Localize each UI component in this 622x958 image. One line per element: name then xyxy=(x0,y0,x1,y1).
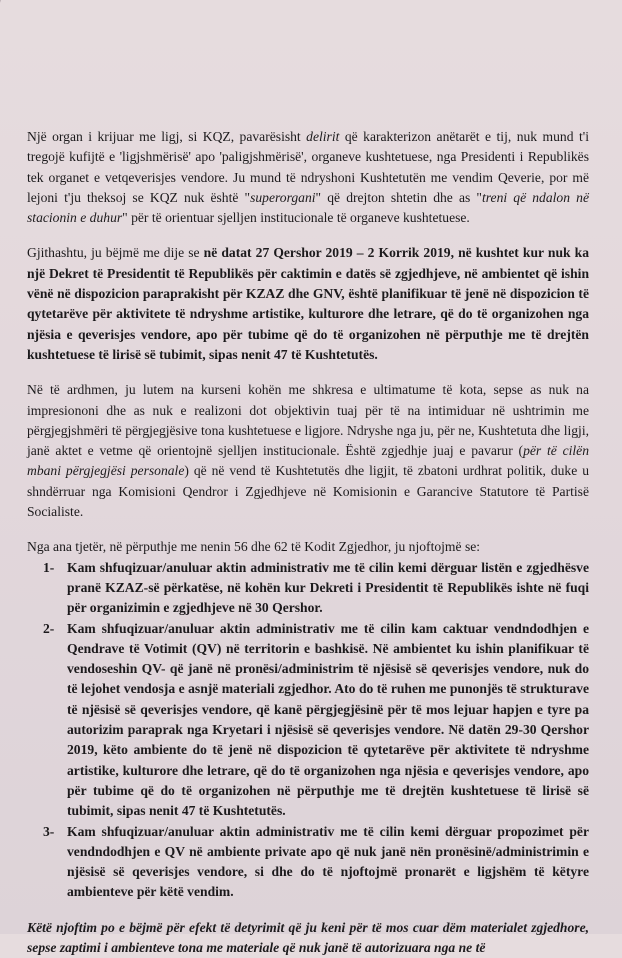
paragraph-future xyxy=(27,380,589,522)
paragraph-notice-intro: Nga ana tjetër, në përputhje me nenin 56 dhe 62 të Kodit Zgjedhor, ju njoftojmë se: xyxy=(27,539,481,555)
list-text: Kam shfuqizuar/anuluar aktin administrativ me të cilin kam caktuar vendndodhjen e Qendrave të Votimit (QV) në territorin e bashkisë. Në ambientet ku ishin planifikuar të vendoseshin QV- që janë në pronësi/administrim të njësisë së qeverisjes vendore, nuk do të lejohet vendosja e asnjë materiali zgjedhor. Ato do të ruhen me punonjës të strukturave të njësisë së qeverisjes vendore, që kanë përgjegjësinë për të mos lejuar hapjen e tyre pa autorizim paraprak nga Kryetari i njësisë së qeverisjes vendore. Në datën 29-30 Qershor 2019, këto ambiente do të jenë në dispozicion të qytetarëve për aktivitete të ndryshme artistike, kulturore dhe letrare, që do të organizohen nga njësia e qeverisjes vendore, apo për tubime që do të organizohen në përputhje me të drejtën kushtetuese të lirisë së tubimit, sipas nenit 47 të Kushtetutës. xyxy=(67,620,589,819)
paragraph-kqz xyxy=(27,127,589,228)
list-number: 3- xyxy=(43,823,55,839)
paragraph-closing: Këtë njoftim po e bëjmë për efekt të detyrimit që ju keni për të mos cuar dëm materialet zgjedhore, sepse zaptimi i ambienteve tona me materiale që nuk janë të autorizuara nga ne të xyxy=(27,919,589,955)
italic-run: delirit xyxy=(306,129,340,144)
list-text: Kam shfuqizuar/anuluar aktin administrativ me të cilin kemi dërguar propozimet për vendndodhjen e QV në ambiente private apo që nuk janë nën pronësinë/administrimin e njësisë së qeverisjes vendore, si dhe do të njoftojmë pronarët e ligjshëm të këtyre ambienteve për këtë vendim. xyxy=(67,823,589,900)
italic-run: për të cilën mbani përgjegjësi personale xyxy=(27,443,589,479)
italic-run: superorgani xyxy=(250,189,316,205)
text-run: " për të orientuar sjelljen institucionale të organeve kushtetuese. xyxy=(122,210,470,226)
text-run: që karakterizon anëtarët e tij, nuk mund t'i tregojë kufijtë e 'ligjshmërisë' apo 'paligjshmërisë', organeve kushtetuese, nga Presidenti i Republikës tek organet e vetqeverisjes vendore. Ju mund të ndryshoni Kushtetutën me vendim Qeverie, por më lejoni t'ju theksoj se KQZ nuk është " xyxy=(27,129,589,205)
text-run: " që drejton shtetin dhe as " xyxy=(315,189,482,205)
numbered-list xyxy=(27,558,589,903)
paragraph-dates xyxy=(27,243,589,365)
list-item xyxy=(27,619,589,822)
bold-run: në datat 27 Qershor 2019 – 2 Korrik 2019, në kushtet kur nuk ka një Dekret të Presidentit të Republikës për caktimin e datës së zgjedhjeve, në ambientet që ishin vënë në dispozicion paraprakisht për KZAZ dhe GNV, është planifikuar të jenë në dispozicion të qytetarëve për aktivitete të ndryshme artistike, kulturore dhe letrare, që do të organizohen nga njësia e qeverisjes vendore, apo për tubime që do të organizohen në përputhje me të drejtën kushtetuese të lirisë së tubimit, sipas nenit 47 të Kushtetutës. xyxy=(27,245,590,362)
text-run: Një organ i krijuar me ligj, si KQZ, pavarësisht xyxy=(27,129,307,144)
list-item xyxy=(27,822,589,903)
text-run: Gjithashtu, ju bëjmë me dije se xyxy=(27,245,204,261)
text-run: Në të ardhmen, ju lutem na kurseni kohën me shkresa e ultimatume të kota, sepse as nuk na impresiononi dhe as nuk e realizoni dot objektivin tuaj për të na intimiduar në ushtrimin me përgjegjshmëri të përgjegjësive tona kushtetuese e ligjore. Ndryshe nga ju, për ne, Kushtetuta dhe ligji, janë aktet e vetme që orientojnë sjelljen institucionale. Është zgjedhje juaj e pavarur ( xyxy=(27,382,589,459)
list-number: 2- xyxy=(43,620,55,636)
list-number: 1- xyxy=(43,559,55,575)
list-item xyxy=(27,558,589,619)
document-page xyxy=(27,127,589,958)
list-text: Kam shfuqizuar/anuluar aktin administrativ me të cilin kemi dërguar listën e zgjedhësve pranë KZAZ-së përkatëse, në kohën kur Dekreti i Presidentit të Republikës ishte në fuqi për organizimin e zgjedhjeve në 30 Qershor. xyxy=(67,559,589,616)
italic-run: treni që ndalon në stacionin e duhur xyxy=(27,189,589,226)
page-corner-fold xyxy=(0,0,15,30)
text-run: ) që në vend të Kushtetutës dhe ligjit, të zbatoni urdhrat politik, duke u shndërruar nga Komisioni Qendror i Zgjedhjeve në Komisionin e Garancive Statutore të Partisë Socialiste. xyxy=(27,463,589,520)
